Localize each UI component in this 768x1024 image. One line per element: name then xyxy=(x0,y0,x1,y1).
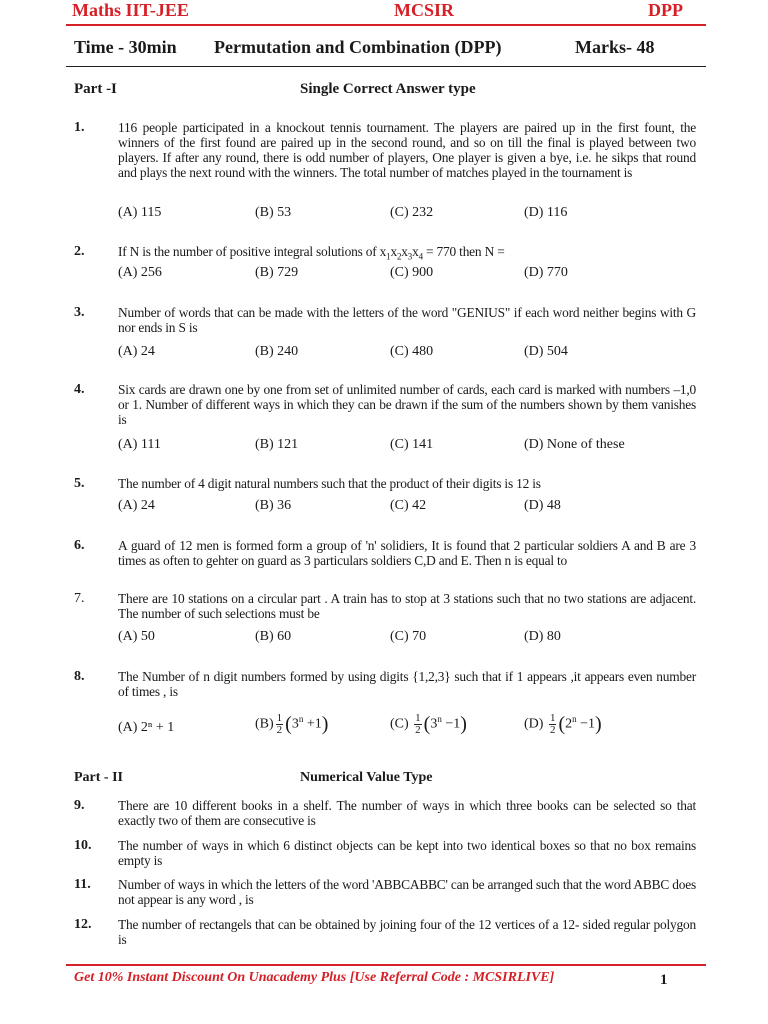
option-a: (A) 24 xyxy=(118,498,155,513)
option-a: (A) 256 xyxy=(118,265,162,280)
question-text: The number of rectangels that can be obtained by joining four of the 12 vertices of a 12- sided regular polygon is xyxy=(118,917,696,947)
option-d: (D) None of these xyxy=(524,437,625,452)
question-number: 6. xyxy=(74,538,85,553)
question-text: Number of words that can be made with the letters of the word "GENIUS" if each word neither begins with G nor ends in S is xyxy=(118,305,696,335)
page-number: 1 xyxy=(660,972,668,988)
question-text-suffix: = 770 then N = xyxy=(422,244,505,259)
option-a: (A) 24 xyxy=(118,344,155,359)
option-c: (C) 42 xyxy=(390,498,427,513)
question-number: 3. xyxy=(74,305,85,320)
option-b: (B) 36 xyxy=(255,498,292,513)
header-rule xyxy=(66,24,706,26)
question-text: A guard of 12 men is formed form a group of 'n' solidiers, It is found that 2 particular soldiers A and B are 3 times as often to gehter on guard as 3 particulars soldiers C,D and E. Then n is equal to xyxy=(118,538,696,568)
question-number: 10. xyxy=(74,838,92,853)
option-a: (A) 115 xyxy=(118,205,162,220)
option-b: (B) 240 xyxy=(255,344,299,359)
page-title: Permutation and Combination (DPP) xyxy=(214,37,502,57)
option-c: (C) 232 xyxy=(390,205,434,220)
option-c: (C) 900 xyxy=(390,265,434,280)
header-dpp: DPP xyxy=(648,0,683,20)
option-c: (C) 70 xyxy=(390,629,427,644)
option-d: (D) $\frac{1}{2}$ $(2^n -1)$ xyxy=(524,712,602,736)
option-b-label: (B) xyxy=(255,716,274,732)
question-number: 9. xyxy=(74,798,85,813)
marks-label: Marks- 48 xyxy=(575,37,655,57)
time-label: Time - 30min xyxy=(74,37,177,57)
option-a: (A) 111 xyxy=(118,437,161,452)
header-subject: Maths IIT-JEE xyxy=(72,0,189,20)
option-b: (B) 121 xyxy=(255,437,299,452)
question-text: The Number of n digit numbers formed by using digits {1,2,3} such that if 1 appears ,it appears even number of times , is xyxy=(118,669,696,699)
question-number: 4. xyxy=(74,382,85,397)
question-text-prefix: If N is the number of positive integral solutions of x xyxy=(118,244,387,259)
option-c-label: (C) xyxy=(390,716,409,732)
option-b: (B) 729 xyxy=(255,265,299,280)
option-b: (B) $\frac{1}{2}$ $(3^n +1)$ xyxy=(255,712,329,736)
option-d: (D) 504 xyxy=(524,344,568,359)
option-b: (B) 60 xyxy=(255,629,292,644)
footer-promo: Get 10% Instant Discount On Unacademy Plus [Use Referral Code : MCSIRLIVE] xyxy=(74,970,555,985)
question-text: The number of ways in which 6 distinct objects can be kept into two identical boxes so that no box remains empty is xyxy=(118,838,696,868)
question-text: There are 10 stations on a circular part . A train has to stop at 3 stations such that no two stations are adjacent. The number of such selections must be xyxy=(118,591,696,621)
title-rule xyxy=(66,66,706,67)
option-c: (C) $\frac{1}{2}$ $(3^n -1)$ xyxy=(390,712,467,736)
question-text: If N is the number of positive integral solutions of $x_1x_2x_3x_4 = 770$ then N = xyxy=(118,244,505,262)
option-a: (A) 50 xyxy=(118,629,155,644)
question-number: 1. xyxy=(74,120,85,135)
question-number: 7. xyxy=(74,591,85,606)
part1-type: Single Correct Answer type xyxy=(300,81,476,97)
question-number: 11. xyxy=(74,877,91,892)
option-b: (B) 53 xyxy=(255,205,292,220)
question-number: 12. xyxy=(74,917,92,932)
option-d: (D) 48 xyxy=(524,498,561,513)
part2-type: Numerical Value Type xyxy=(300,770,433,785)
question-text: Number of ways in which the letters of the word 'ABBCABBC' can be arranged such that the word ABBC does not appear is any word , is xyxy=(118,877,696,907)
question-text: The number of 4 digit natural numbers such that the product of their digits is 12 is xyxy=(118,476,541,491)
option-a: (A) 2ⁿ + 1 xyxy=(118,720,175,735)
part1-label: Part -I xyxy=(74,81,117,97)
part2-label: Part - II xyxy=(74,770,123,785)
option-c: (C) 141 xyxy=(390,437,434,452)
question-text: There are 10 different books in a shelf. The number of ways in which three books can be selected so that exactly two of them are consecutive is xyxy=(118,798,696,828)
question-number: 2. xyxy=(74,244,85,259)
question-number: 8. xyxy=(74,669,85,684)
option-d-label: (D) xyxy=(524,716,544,732)
option-d: (D) 116 xyxy=(524,205,568,220)
question-text: 116 people participated in a knockout tennis tournament. The players are paired up in the first fount, the winners of the first found are paired up in the second round, and so on till the final is played between two players. If after any round, there is odd number of players, One player is given a bye, i.e. he sikps that round and plays the next round with the winners. The total number of matches played in the tournament is xyxy=(118,120,696,180)
question-number: 5. xyxy=(74,476,85,491)
option-d: (D) 770 xyxy=(524,265,568,280)
option-c: (C) 480 xyxy=(390,344,434,359)
option-d: (D) 80 xyxy=(524,629,561,644)
header-brand: MCSIR xyxy=(394,0,455,20)
question-text: Six cards are drawn one by one from set of unlimited number of cards, each card is marked with numbers –1,0 or 1. Number of different ways in which they can be drawn if the sum of the numbers shown by them vanishes is xyxy=(118,382,696,427)
footer-rule xyxy=(66,964,706,966)
